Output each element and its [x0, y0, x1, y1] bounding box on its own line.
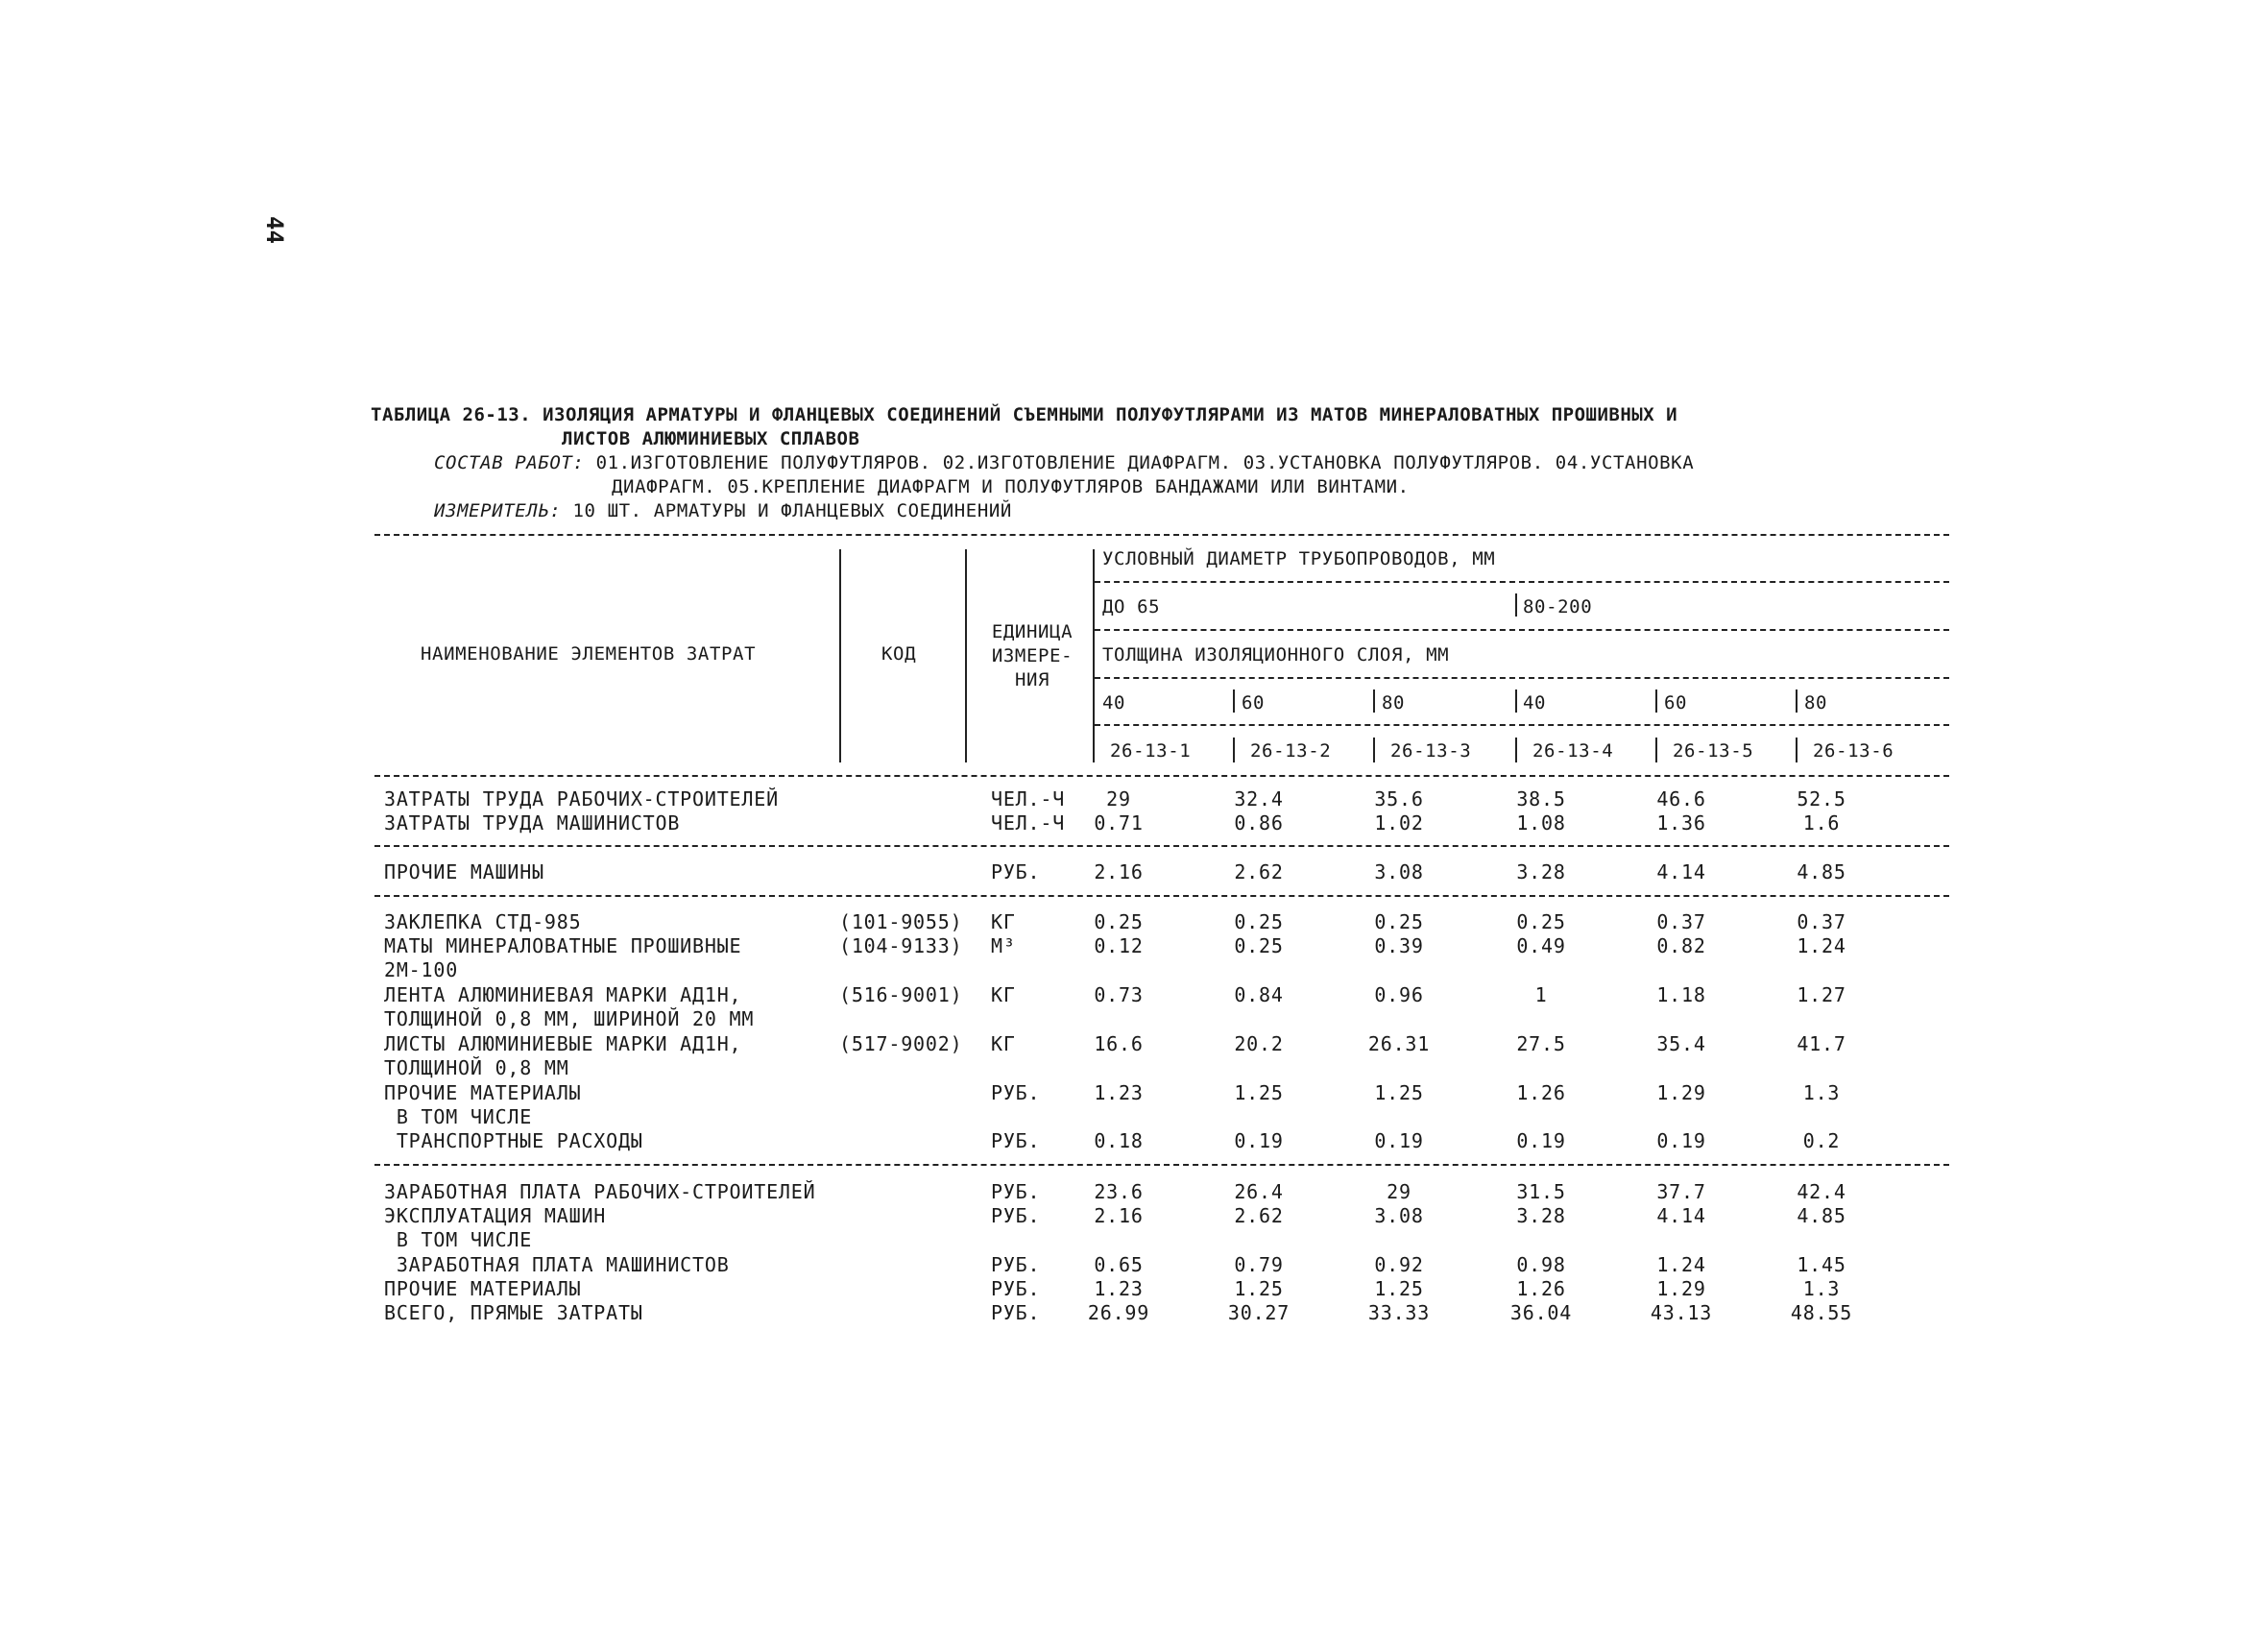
- row-value: 1.6: [1802, 811, 1841, 835]
- row-value: 4.85: [1797, 860, 1846, 883]
- row-value: 2.16: [1094, 1204, 1144, 1227]
- header-group-1: ДО 65: [1102, 596, 1161, 617]
- row-value: 3.28: [1516, 1204, 1566, 1227]
- header-unit-3: НИЯ: [1014, 669, 1050, 690]
- vbar-c4: [1515, 738, 1517, 762]
- vbar-c2: [1233, 738, 1235, 762]
- header-thickness-5: 60: [1664, 692, 1688, 714]
- row-value: 4.14: [1656, 1204, 1706, 1227]
- vbar-th2: [1233, 689, 1235, 713]
- vbar-th3: [1373, 689, 1375, 713]
- row-value: 16.6: [1094, 1032, 1144, 1055]
- row-value: 0.37: [1656, 910, 1706, 933]
- row-value: 20.2: [1234, 1032, 1284, 1055]
- row-name: ЗАКЛЕПКА СТД-985: [384, 910, 582, 933]
- works-line1: [434, 452, 1694, 473]
- row-name: ЗАРАБОТНАЯ ПЛАТА МАШИНИСТОВ: [384, 1253, 730, 1276]
- row-name: ЗАТРАТЫ ТРУДА РАБОЧИХ-СТРОИТЕЛЕЙ: [384, 787, 779, 810]
- row-value: 1.18: [1656, 983, 1706, 1006]
- row-value: 1.24: [1797, 934, 1846, 957]
- row-value: 41.7: [1797, 1032, 1846, 1055]
- row-unit: М³: [991, 934, 1016, 957]
- row-value: 1.08: [1516, 811, 1566, 835]
- row-value: 0.39: [1374, 934, 1424, 957]
- vbar-group2: [1515, 593, 1517, 617]
- row-value: 31.5: [1516, 1180, 1566, 1203]
- row-value: 0.86: [1234, 811, 1284, 835]
- row-value: 1.25: [1374, 1081, 1424, 1104]
- row-name: ЗАРАБОТНАЯ ПЛАТА РАБОЧИХ-СТРОИТЕЛЕЙ: [384, 1180, 816, 1203]
- header-thickness: ТОЛЩИНА ИЗОЛЯЦИОННОГО СЛОЯ, ММ: [1102, 644, 1450, 665]
- row-value: 3.08: [1374, 860, 1424, 883]
- row-code: (516-9001): [839, 983, 963, 1006]
- meter-text: 10 ШТ. АРМАТУРЫ И ФЛАНЦЕВЫХ СОЕДИНЕНИЙ: [572, 500, 1012, 521]
- header-code-4: 26-13-4: [1532, 740, 1614, 762]
- row-unit: ЧЕЛ.-Ч: [991, 811, 1066, 835]
- header-diameter: УСЛОВНЫЙ ДИАМЕТР ТРУБОПРОВОДОВ, ММ: [1102, 548, 1496, 569]
- row-value: 0.25: [1234, 934, 1284, 957]
- header-thickness-2: 60: [1242, 692, 1266, 714]
- row-value: 0.49: [1516, 934, 1566, 957]
- row-value: 38.5: [1516, 787, 1566, 810]
- header-group-2: 80-200: [1523, 596, 1593, 617]
- table-title-line1: ТАБЛИЦА 26-13. ИЗОЛЯЦИЯ АРМАТУРЫ И ФЛАНЦЕВЫХ СОЕДИНЕНИЙ СЪЕМНЫМИ ПОЛУФУТЛЯРАМИ ИЗ МАТОВ МИНЕРАЛОВАТНЫХ ПРОШИВНЫХ И: [371, 404, 1678, 425]
- vbar-th6: [1796, 689, 1798, 713]
- row-name: ТРАНСПОРТНЫЕ РАСХОДЫ: [384, 1129, 643, 1152]
- row-value: 1.26: [1516, 1081, 1566, 1104]
- row-name: 2М-100: [384, 958, 459, 981]
- meter-label: ИЗМЕРИТЕЛЬ:: [434, 500, 562, 521]
- header-code-3: 26-13-3: [1390, 740, 1472, 762]
- rule-top: [374, 534, 1949, 536]
- row-value: 0.19: [1234, 1129, 1284, 1152]
- row-value: 0.18: [1094, 1129, 1144, 1152]
- row-unit: РУБ.: [991, 1180, 1041, 1203]
- row-value: 52.5: [1797, 787, 1846, 810]
- row-value: 0.92: [1374, 1253, 1424, 1276]
- header-code-6: 26-13-6: [1813, 740, 1894, 762]
- row-value: 43.13: [1650, 1301, 1713, 1324]
- row-value: 0.96: [1374, 983, 1424, 1006]
- row-value: 1.3: [1802, 1277, 1841, 1300]
- header-thickness-1: 40: [1102, 692, 1126, 714]
- row-value: 0.71: [1094, 811, 1144, 835]
- header-code-2: 26-13-2: [1250, 740, 1332, 762]
- rule-machines-end: [374, 895, 1949, 897]
- row-code: (517-9002): [839, 1032, 963, 1055]
- header-thickness-4: 40: [1523, 692, 1547, 714]
- table-title-line2: ЛИСТОВ АЛЮМИНИЕВЫХ СПЛАВОВ: [562, 428, 860, 449]
- row-name: МАТЫ МИНЕРАЛОВАТНЫЕ ПРОШИВНЫЕ: [384, 934, 742, 957]
- row-value: 1.29: [1656, 1081, 1706, 1104]
- vbar-unit: [1093, 549, 1095, 762]
- row-value: 1.36: [1656, 811, 1706, 835]
- row-value: 35.6: [1374, 787, 1424, 810]
- row-value: 3.28: [1516, 860, 1566, 883]
- vbar-c1: [1093, 738, 1095, 762]
- row-unit: РУБ.: [991, 1253, 1041, 1276]
- vbar-c5: [1655, 738, 1657, 762]
- row-value: 0.73: [1094, 983, 1144, 1006]
- row-value: 46.6: [1656, 787, 1706, 810]
- row-unit: РУБ.: [991, 1277, 1041, 1300]
- row-unit: РУБ.: [991, 1081, 1041, 1104]
- row-value: 0.25: [1094, 910, 1144, 933]
- row-value: 1.29: [1656, 1277, 1706, 1300]
- header-unit-2: ИЗМЕРЕ-: [991, 645, 1074, 666]
- row-name: ТОЛЩИНОЙ 0,8 ММ, ШИРИНОЙ 20 ММ: [384, 1007, 755, 1030]
- header-code-5: 26-13-5: [1673, 740, 1754, 762]
- row-value: 0.25: [1234, 910, 1284, 933]
- row-value: 0.2: [1802, 1129, 1841, 1152]
- row-value: 2.16: [1094, 860, 1144, 883]
- row-value: 32.4: [1234, 787, 1284, 810]
- rule-groups: [1095, 629, 1949, 631]
- row-name: ЛЕНТА АЛЮМИНИЕВАЯ МАРКИ АД1Н,: [384, 983, 742, 1006]
- row-value: 0.25: [1374, 910, 1424, 933]
- row-value: 1.23: [1094, 1081, 1144, 1104]
- row-value: 0.12: [1094, 934, 1144, 957]
- row-value: 36.04: [1509, 1301, 1573, 1324]
- row-value: 29: [1387, 1180, 1411, 1203]
- row-value: 26.4: [1234, 1180, 1284, 1203]
- row-code: (104-9133): [839, 934, 963, 957]
- works-text-2: ДИАФРАГМ. 05.КРЕПЛЕНИЕ ДИАФРАГМ И ПОЛУФУТЛЯРОВ БАНДАЖАМИ ИЛИ ВИНТАМИ.: [612, 476, 1410, 497]
- row-value: 48.55: [1790, 1301, 1853, 1324]
- header-thickness-3: 80: [1382, 692, 1406, 714]
- row-unit: РУБ.: [991, 1301, 1041, 1324]
- meter-line: [434, 500, 1012, 521]
- rule-labor-end: [374, 845, 1949, 847]
- header-unit-1: ЕДИНИЦА: [991, 621, 1074, 642]
- row-name: ЗАТРАТЫ ТРУДА МАШИНИСТОВ: [384, 811, 681, 835]
- rule-thvals: [1095, 724, 1949, 726]
- header-code: КОД: [881, 643, 917, 665]
- row-name: В ТОМ ЧИСЛЕ: [384, 1228, 533, 1251]
- row-unit: КГ: [991, 1032, 1016, 1055]
- row-value: 27.5: [1516, 1032, 1566, 1055]
- row-name: ПРОЧИЕ МАШИНЫ: [384, 860, 544, 883]
- row-value: 30.27: [1227, 1301, 1291, 1324]
- row-name: В ТОМ ЧИСЛЕ: [384, 1105, 533, 1128]
- row-value: 3.08: [1374, 1204, 1424, 1227]
- vbar-c6: [1796, 738, 1798, 762]
- row-unit: РУБ.: [991, 860, 1041, 883]
- row-value: 1.02: [1374, 811, 1424, 835]
- row-value: 26.31: [1367, 1032, 1431, 1055]
- vbar-c3: [1373, 738, 1375, 762]
- vbar-th4: [1515, 689, 1517, 713]
- row-code: (101-9055): [839, 910, 963, 933]
- row-value: 26.99: [1087, 1301, 1150, 1324]
- row-value: 1.25: [1234, 1081, 1284, 1104]
- row-value: 1.25: [1374, 1277, 1424, 1300]
- row-value: 4.85: [1797, 1204, 1846, 1227]
- row-value: 37.7: [1656, 1180, 1706, 1203]
- row-value: 2.62: [1234, 860, 1284, 883]
- vbar-code: [965, 549, 967, 762]
- row-value: 23.6: [1094, 1180, 1144, 1203]
- row-value: 0.65: [1094, 1253, 1144, 1276]
- row-value: 1.45: [1797, 1253, 1846, 1276]
- row-value: 33.33: [1367, 1301, 1431, 1324]
- row-name: ЭКСПЛУАТАЦИЯ МАШИН: [384, 1204, 607, 1227]
- row-name: ЛИСТЫ АЛЮМИНИЕВЫЕ МАРКИ АД1Н,: [384, 1032, 742, 1055]
- header-name: НАИМЕНОВАНИЕ ЭЛЕМЕНТОВ ЗАТРАТ: [421, 643, 757, 665]
- row-unit: РУБ.: [991, 1129, 1041, 1152]
- row-value: 1.25: [1234, 1277, 1284, 1300]
- row-unit: КГ: [991, 983, 1016, 1006]
- vbar-name: [839, 549, 841, 762]
- row-unit: ЧЕЛ.-Ч: [991, 787, 1066, 810]
- row-value: 42.4: [1797, 1180, 1846, 1203]
- row-value: 0.79: [1234, 1253, 1284, 1276]
- row-name: ВСЕГО, ПРЯМЫЕ ЗАТРАТЫ: [384, 1301, 643, 1324]
- row-value: 0.84: [1234, 983, 1284, 1006]
- rule-diam: [1095, 581, 1949, 583]
- row-value: 1.3: [1802, 1081, 1841, 1104]
- works-label: СОСТАВ РАБОТ:: [434, 452, 585, 473]
- row-value: 35.4: [1656, 1032, 1706, 1055]
- row-unit: КГ: [991, 910, 1016, 933]
- row-value: 4.14: [1656, 860, 1706, 883]
- row-value: 1.26: [1516, 1277, 1566, 1300]
- row-name: ПРОЧИЕ МАТЕРИАЛЫ: [384, 1081, 582, 1104]
- rule-thick: [1095, 677, 1949, 679]
- row-value: 0.19: [1656, 1129, 1706, 1152]
- row-value: 0.37: [1797, 910, 1846, 933]
- row-value: 0.25: [1516, 910, 1566, 933]
- row-value: 0.19: [1516, 1129, 1566, 1152]
- row-value: 2.62: [1234, 1204, 1284, 1227]
- row-value: 1.27: [1797, 983, 1846, 1006]
- vbar-th5: [1655, 689, 1657, 713]
- header-code-1: 26-13-1: [1110, 740, 1192, 762]
- row-value: 1.24: [1656, 1253, 1706, 1276]
- header-thickness-6: 80: [1804, 692, 1828, 714]
- rule-header-end: [374, 775, 1949, 777]
- row-value: 1: [1534, 983, 1548, 1006]
- row-name: ТОЛЩИНОЙ 0,8 ММ: [384, 1056, 569, 1079]
- row-value: 0.82: [1656, 934, 1706, 957]
- row-value: 1.23: [1094, 1277, 1144, 1300]
- row-value: 0.98: [1516, 1253, 1566, 1276]
- row-unit: РУБ.: [991, 1204, 1041, 1227]
- page-number: 44: [261, 216, 288, 244]
- row-name: ПРОЧИЕ МАТЕРИАЛЫ: [384, 1277, 582, 1300]
- row-value: 29: [1106, 787, 1131, 810]
- rule-materials-end: [374, 1164, 1949, 1166]
- row-value: 0.19: [1374, 1129, 1424, 1152]
- works-text-1: 01.ИЗГОТОВЛЕНИЕ ПОЛУФУТЛЯРОВ. 02.ИЗГОТОВЛЕНИЕ ДИАФРАГМ. 03.УСТАНОВКА ПОЛУФУТЛЯРОВ. 04.УСТАНОВКА: [595, 452, 1695, 473]
